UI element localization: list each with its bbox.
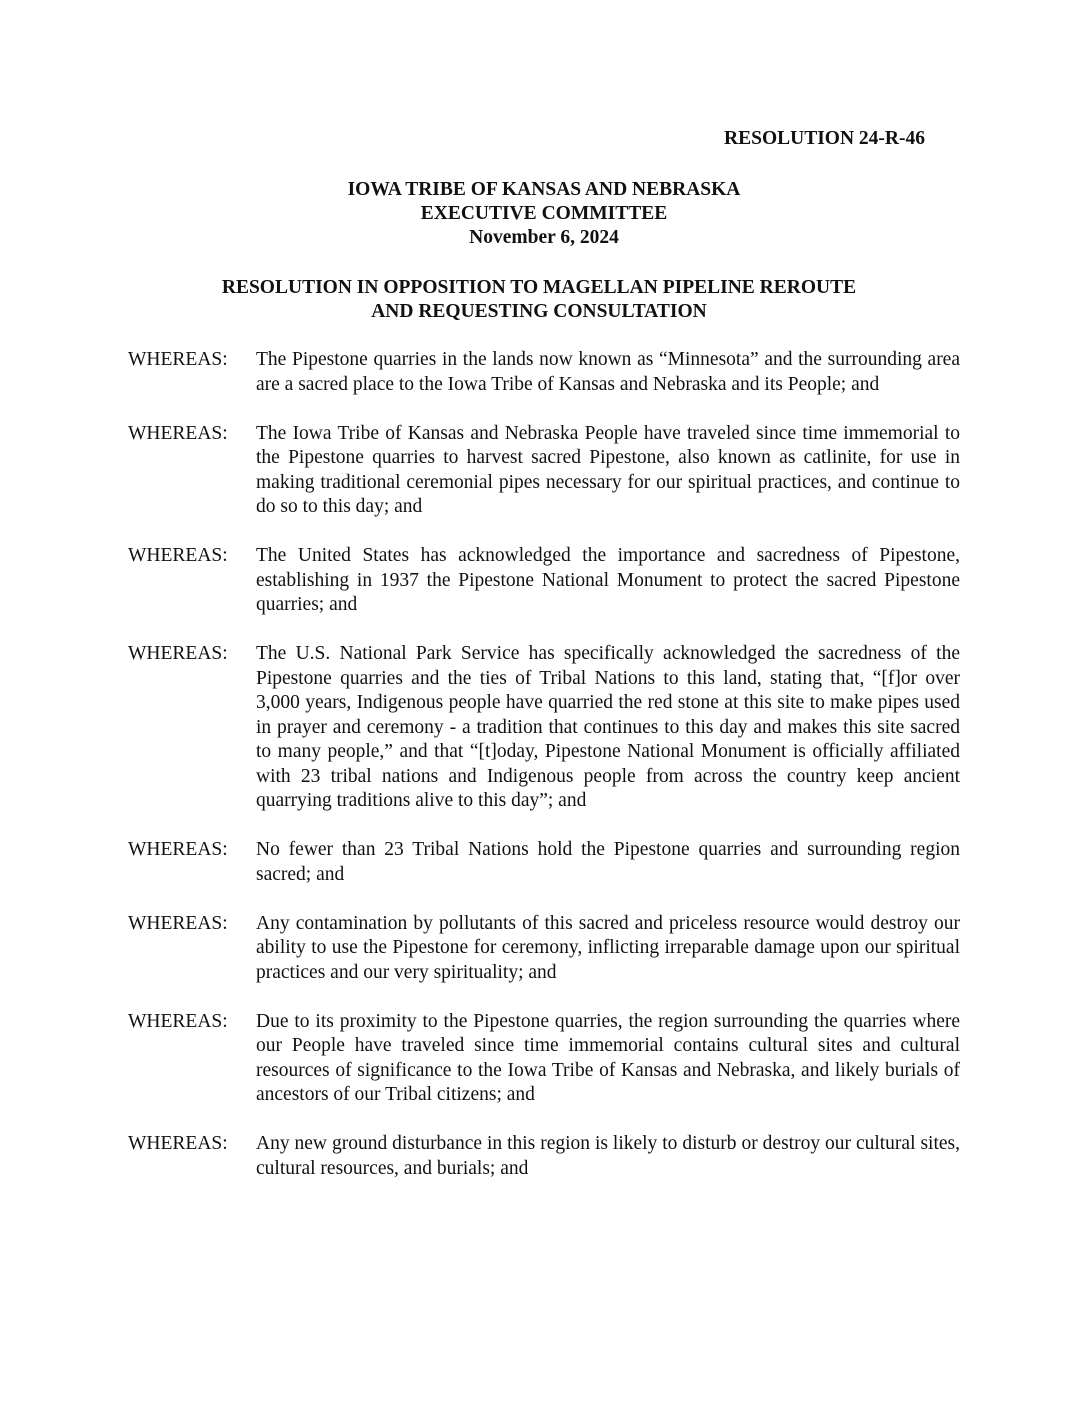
clause-label: WHEREAS: <box>128 1010 228 1032</box>
clause-text: Any contamination by pollutants of this sacred and priceless resource would destroy our ability to use the Pipestone for ceremony, inflicting irreparable damage upon our spiritual practices and our very spirituality; and <box>256 912 960 983</box>
clause-text: The United States has acknowledged the importance and sacredness of Pipestone, establishing in 1937 the Pipestone National Monument to protect the sacred Pipestone quarries; and <box>256 545 960 615</box>
document-header <box>0 178 1088 250</box>
resolution-number: RESOLUTION 24-R-46 <box>724 128 925 149</box>
whereas-clause <box>128 838 960 887</box>
whereas-clause <box>128 1010 960 1108</box>
committee-name: EXECUTIVE COMMITTEE <box>420 203 668 224</box>
title-line-1: RESOLUTION IN OPPOSITION TO MAGELLAN PIPELINE REROUTE <box>221 277 857 298</box>
clause-label: WHEREAS: <box>128 545 228 566</box>
clause-label: WHEREAS: <box>128 839 228 860</box>
whereas-clause <box>128 422 960 520</box>
whereas-clause <box>128 544 960 618</box>
clause-text: Due to its proximity to the Pipestone quarries, the region surrounding the quarries where our People have traveled since time immemorial contains cultural sites and cultural resources of significance to the Iowa Tribe of Kansas and Nebraska, and likely burials of ancestors of our Tribal citizens; and <box>256 1010 960 1105</box>
whereas-clause <box>128 1132 960 1181</box>
resolution-date: November 6, 2024 <box>469 227 619 248</box>
clause-label: WHEREAS: <box>128 643 228 664</box>
whereas-clauses <box>128 348 960 1206</box>
organization-name: IOWA TRIBE OF KANSAS AND NEBRASKA <box>347 179 741 200</box>
whereas-clause <box>128 642 960 814</box>
clause-text: The Iowa Tribe of Kansas and Nebraska People have traveled since time immemorial to the Pipestone quarries to harvest sacred Pipestone, also known as catlinite, for use in making traditional ceremonial pipes necessary for our spiritual practices, and continue to do so to this day; and <box>256 422 960 517</box>
whereas-clause <box>128 912 960 986</box>
clause-text: Any new ground disturbance in this region is likely to disturb or destroy our cultural sites, cultural resources, and burials; and <box>256 1133 960 1179</box>
resolution-title <box>0 276 1078 324</box>
whereas-clause <box>128 348 960 397</box>
clause-label: WHEREAS: <box>128 422 228 444</box>
clause-text: The Pipestone quarries in the lands now known as “Minnesota” and the surrounding area are a sacred place to the Iowa Tribe of Kansas and Nebraska and its People; and <box>256 349 960 395</box>
clause-label: WHEREAS: <box>128 349 228 370</box>
clause-label: WHEREAS: <box>128 1133 228 1154</box>
clause-text: The U.S. National Park Service has specifically acknowledged the sacredness of the Pipestone quarries and the ties of Tribal Nations to this land, stating that, “[f]or over 3,000 years, Indigenous people have quarried the red stone at this site to make pipes used in prayer and ceremony - a tradition that continues to this day and makes this site sacred to many people,” and that “[t]oday, Pipestone National Monument is officially affiliated with 23 tribal nations and Indigenous people from across the country keep ancient quarrying traditions alive to this day”; and <box>256 643 960 811</box>
title-line-2: AND REQUESTING CONSULTATION <box>371 301 707 322</box>
clause-label: WHEREAS: <box>128 912 228 934</box>
clause-text: No fewer than 23 Tribal Nations hold the Pipestone quarries and surrounding region sacred; and <box>256 839 960 885</box>
